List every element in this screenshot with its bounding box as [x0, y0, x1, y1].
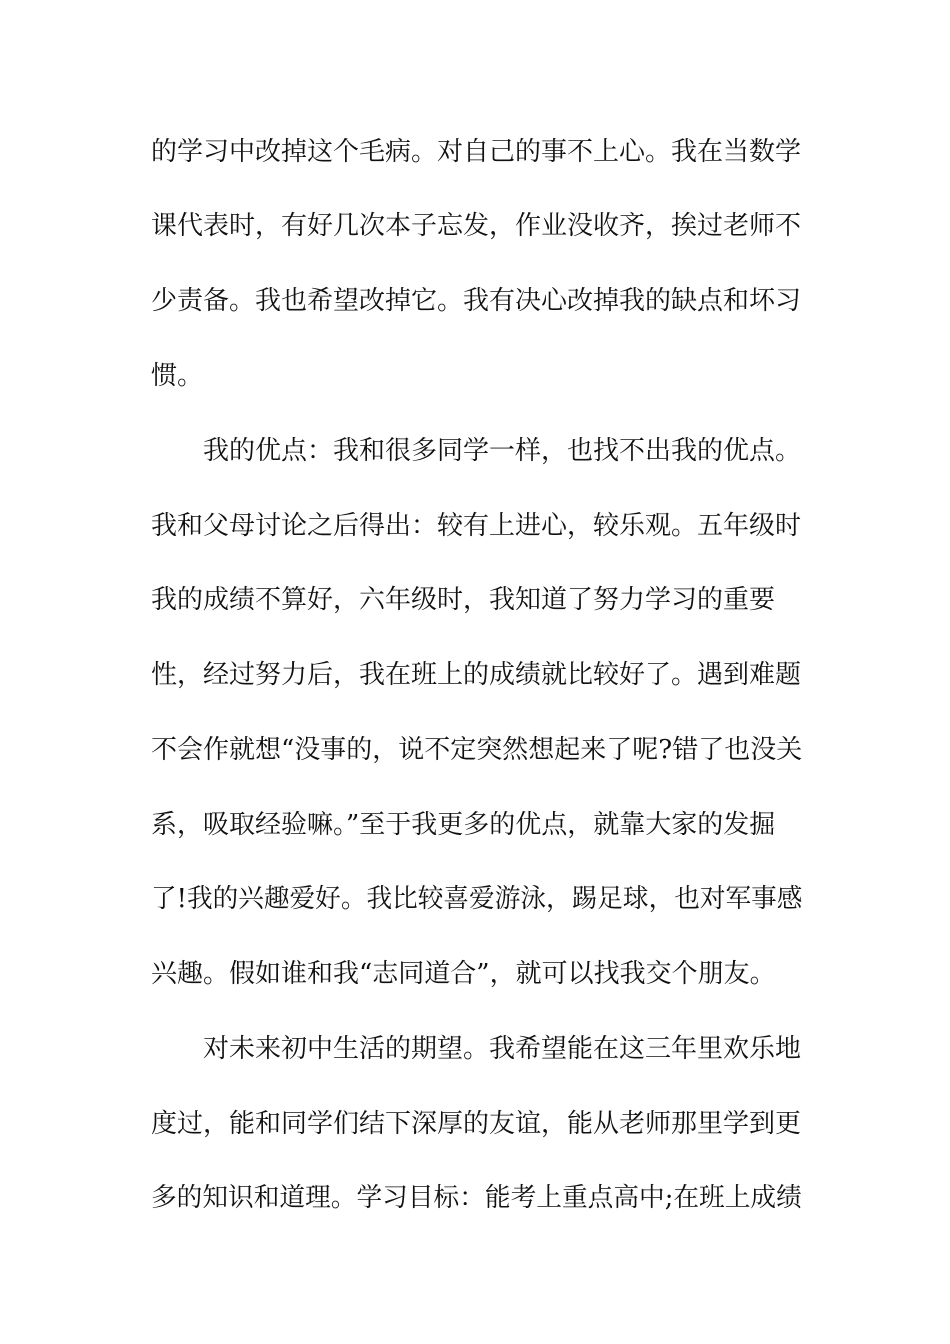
- text-line: 我的成绩不算好，六年级时，我知道了努力学习的重要: [151, 585, 776, 615]
- text-line: 度过，能和同学们结下深厚的友谊，能从老师那里学到更: [151, 1109, 802, 1139]
- text-line: 性，经过努力后，我在班上的成绩就比较好了。遇到难题: [151, 660, 802, 690]
- text-line: 兴趣。假如谁和我“志同道合”，就可以找我交个朋友。: [151, 959, 776, 989]
- text-line: 多的知识和道理。学习目标：能考上重点高中;在班上成绩: [151, 1183, 802, 1213]
- text-line: 系，吸取经验嘛。”至于我更多的优点，就靠大家的发掘: [151, 810, 776, 840]
- text-line: 少责备。我也希望改掉它。我有决心改掉我的缺点和坏习: [151, 286, 802, 316]
- text-line: 的学习中改掉这个毛病。对自己的事不上心。我在当数学: [151, 137, 802, 167]
- text-line: 了!我的兴趣爱好。我比较喜爱游泳，踢足球，也对军事感: [151, 884, 803, 914]
- paragraph-start-line: 我的优点：我和很多同学一样，也找不出我的优点。: [203, 436, 802, 466]
- text-line: 课代表时，有好几次本子忘发，作业没收齐，挨过老师不: [151, 211, 802, 241]
- paragraph-start-line: 对未来初中生活的期望。我希望能在这三年里欢乐地: [203, 1034, 802, 1064]
- text-line: 我和父母讨论之后得出：较有上进心，较乐观。五年级时: [151, 511, 802, 541]
- text-line: 惯。: [151, 361, 204, 391]
- text-line: 不会作就想“没事的，说不定突然想起来了呢?错了也没关: [151, 735, 803, 765]
